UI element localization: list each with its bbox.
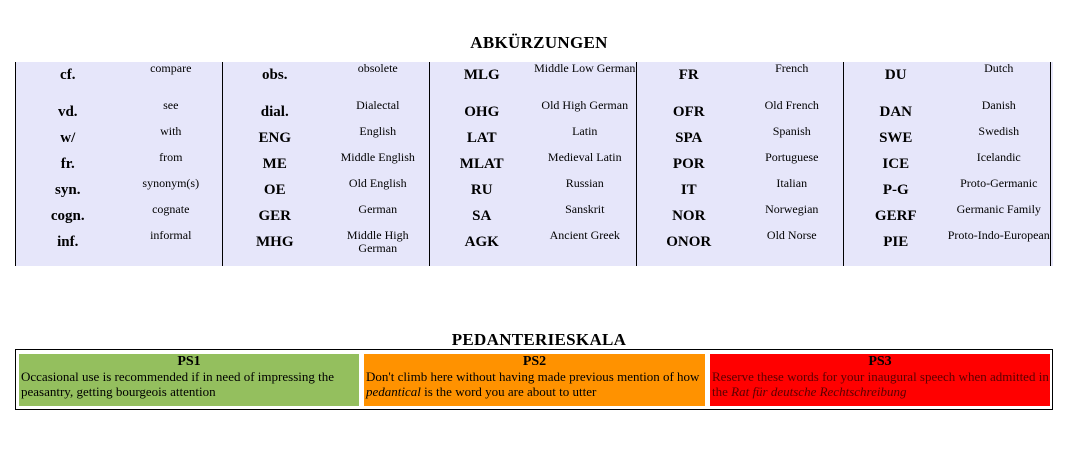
abbreviation-meaning: Old High German (541, 98, 629, 112)
abbreviation-term: OE (263, 182, 286, 198)
ps3-label: PS3 (868, 354, 892, 369)
ps1-description: Occasional use is recommended if in need of impressing the peasantry, getting bourgeois attention (21, 369, 334, 399)
ps1-label: PS1 (177, 354, 201, 369)
abbreviation-row (223, 99, 429, 121)
abbreviation-meaning: Norwegian (765, 202, 819, 216)
abbreviation-meaning: Danish (981, 98, 1016, 112)
abbreviation-meaning: Swedish (978, 124, 1020, 138)
abbreviation-term: cf. (60, 67, 76, 83)
ps2-label: PS2 (522, 354, 547, 369)
abbreviation-meaning: compare (150, 61, 192, 75)
abbreviation-row (844, 99, 1050, 121)
ps2-text-after: is the word you are about to utter (420, 384, 597, 399)
ps3-description (710, 369, 1050, 399)
abbreviation-row (16, 62, 222, 84)
abbreviation-row (16, 125, 222, 147)
abbreviation-term: LAT (466, 130, 497, 146)
abbreviations-column (15, 62, 222, 266)
abbreviation-row (637, 151, 843, 173)
abbreviation-row (430, 229, 636, 251)
abbreviation-meaning: Latin (572, 124, 598, 138)
abbreviation-term: IT (680, 182, 697, 198)
abbreviation-meaning: Dialectal (356, 98, 400, 112)
abbreviation-row (16, 229, 222, 251)
abbreviation-meaning: obsolete (357, 61, 398, 75)
abbreviation-meaning: Germanic Family (956, 202, 1041, 216)
abbreviation-row (16, 99, 222, 121)
abbreviation-row (430, 62, 636, 84)
abbreviation-row (637, 229, 843, 251)
abbreviation-row (430, 151, 636, 173)
abbreviation-term: MLAT (459, 156, 504, 172)
abbreviation-row (637, 203, 843, 225)
abbreviation-term: MLG (463, 67, 500, 83)
abbreviation-meaning: English (359, 124, 397, 138)
abbreviation-term: SWE (879, 130, 913, 146)
abbreviation-meaning: Russian (565, 176, 604, 190)
abbreviation-term: dial. (260, 104, 289, 120)
ps3-text-before: Reserve these words for your inaugural speech when admitted in the (712, 369, 1049, 399)
abbreviation-meaning: Middle Low German (534, 61, 636, 75)
abbreviation-meaning: Old English (348, 176, 407, 190)
abbreviation-term: AGK (464, 234, 499, 250)
abbreviations-column (222, 62, 429, 266)
abbreviation-term: ICE (882, 156, 910, 172)
abbreviation-term: SPA (675, 130, 703, 146)
abbreviation-term: GERF (874, 208, 917, 224)
abbreviation-meaning: Middle English (340, 150, 415, 164)
abbreviation-term: P-G (882, 182, 909, 198)
abbreviation-term: ONOR (666, 234, 712, 250)
abbreviation-meaning: informal (150, 228, 192, 242)
ps2-text-before: Don't climb here without having made previous mention of how (366, 369, 700, 384)
abbreviation-term: GER (258, 208, 291, 224)
abbreviation-term: cogn. (50, 208, 85, 224)
abbreviations-column (636, 62, 843, 266)
abbreviation-meaning: Proto-Indo-European (947, 228, 1050, 242)
abbreviation-row (430, 203, 636, 225)
abbreviation-row (16, 203, 222, 225)
abbreviation-term: OHG (464, 104, 500, 120)
abbreviation-row (637, 177, 843, 199)
abbreviation-term: NOR (672, 208, 706, 224)
abbreviation-term: FR (678, 67, 699, 83)
abbreviation-meaning: synonym(s) (142, 176, 200, 190)
abbreviation-meaning: see (163, 98, 179, 112)
abbreviation-meaning: German (358, 202, 398, 216)
abbreviation-term: ME (262, 156, 287, 172)
abbreviation-term: obs. (262, 67, 288, 83)
abbreviation-term: syn. (55, 182, 81, 198)
abbreviations-column (843, 62, 1051, 266)
abbreviation-term: ENG (258, 130, 291, 146)
abbreviation-term: RU (470, 182, 493, 198)
abbreviation-meaning: French (775, 61, 809, 75)
abbreviation-term: MHG (256, 234, 294, 250)
abbreviation-row (637, 99, 843, 121)
abbreviation-row (430, 125, 636, 147)
abbreviations-table (15, 62, 1053, 266)
abbreviation-row (223, 177, 429, 199)
abbreviation-meaning: Sanskrit (565, 202, 605, 216)
ps3-cell (710, 354, 1050, 406)
abbreviation-term: w/ (60, 130, 76, 146)
abbreviation-meaning: Italian (776, 176, 808, 190)
abbreviation-term: SA (472, 208, 492, 224)
abbreviation-meaning: Proto-Germanic (960, 176, 1038, 190)
abbreviation-row (637, 62, 843, 84)
abbreviation-row (16, 177, 222, 199)
abbreviations-column (429, 62, 636, 266)
abbreviation-row (844, 177, 1050, 199)
abbreviations-title: ABKÜRZUNGEN (470, 33, 608, 52)
abbreviation-meaning: Old Norse (766, 228, 817, 242)
abbreviation-meaning: Portuguese (765, 150, 819, 164)
abbreviation-row (223, 151, 429, 173)
abbreviation-row (430, 99, 636, 121)
ps2-description (364, 369, 705, 399)
abbreviation-row (223, 203, 429, 225)
pedantry-scale-table (15, 349, 1053, 410)
abbreviation-meaning: cognate (152, 202, 190, 216)
ps2-text-emphasis: pedantical (366, 384, 421, 399)
abbreviation-row (430, 177, 636, 199)
abbreviation-term: vd. (57, 104, 78, 120)
abbreviation-row (844, 151, 1050, 173)
abbreviation-meaning: Medieval Latin (547, 150, 622, 164)
abbreviation-term: DAN (879, 104, 912, 120)
abbreviation-meaning: Old French (764, 98, 819, 112)
abbreviation-row (223, 125, 429, 147)
abbreviation-meaning: Icelandic (976, 150, 1021, 164)
ps1-cell (19, 354, 359, 406)
pedantry-scale-title: PEDANTERIESKALA (451, 330, 627, 349)
abbreviation-term: PIE (883, 234, 909, 250)
ps3-text-emphasis: Rat für deutsche Rechtschreibung (731, 384, 907, 399)
abbreviation-term: POR (672, 156, 705, 172)
abbreviation-meaning: with (160, 124, 182, 138)
abbreviation-row (844, 62, 1050, 84)
abbreviation-meaning: Ancient Greek (549, 228, 620, 242)
abbreviation-term: OFR (672, 104, 705, 120)
abbreviation-row (16, 151, 222, 173)
abbreviation-term: fr. (60, 156, 75, 172)
abbreviation-row (223, 62, 429, 84)
abbreviation-term: DU (884, 67, 907, 83)
abbreviation-row (844, 125, 1050, 147)
abbreviation-row (637, 125, 843, 147)
ps2-cell (364, 354, 705, 406)
abbreviation-meaning: Spanish (772, 124, 811, 138)
abbreviation-meaning: from (159, 150, 183, 164)
abbreviation-meaning: Dutch (984, 61, 1014, 75)
abbreviation-row (223, 229, 429, 255)
abbreviation-row (844, 203, 1050, 225)
abbreviation-meaning: Middle High German (346, 228, 409, 255)
abbreviation-term: inf. (57, 234, 79, 250)
abbreviation-row (844, 229, 1050, 251)
